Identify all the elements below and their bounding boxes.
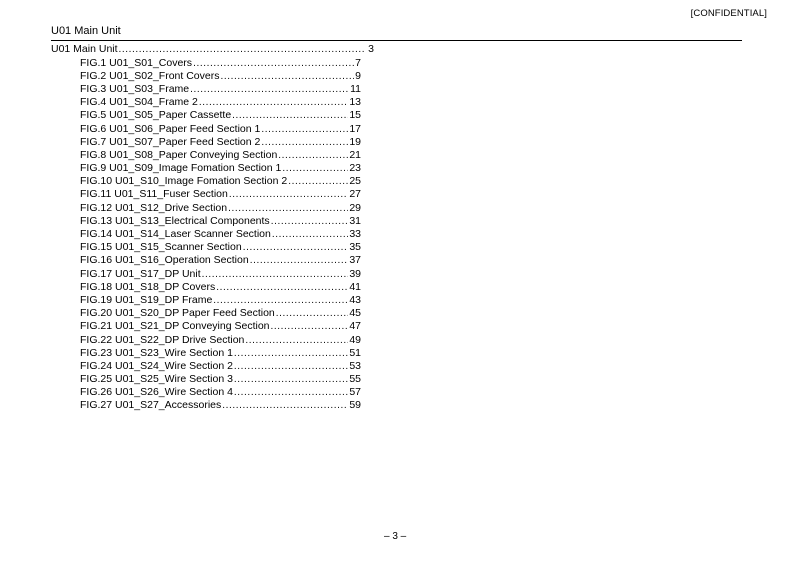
toc-dot-leader [216, 281, 348, 294]
toc-entry-page: 37 [349, 254, 361, 267]
toc-entry-fig-3[interactable] [51, 83, 374, 96]
toc-entry-page: 27 [349, 188, 361, 201]
page-header-title: U01 Main Unit [51, 25, 121, 37]
toc-entry-fig-22[interactable] [51, 334, 374, 347]
toc-entry-label: FIG.20 U01_S20_DP Paper Feed Section [80, 307, 275, 320]
toc-dot-leader [199, 96, 348, 109]
toc-dot-leader [234, 386, 348, 399]
toc-entry-label: FIG.15 U01_S15_Scanner Section [80, 241, 242, 254]
toc-entry-fig-16[interactable] [51, 254, 374, 267]
toc-entry-page: 17 [349, 122, 361, 135]
toc-entry-fig-10[interactable] [51, 175, 374, 188]
toc-entry-page: 59 [349, 399, 361, 412]
toc-dot-leader [243, 241, 349, 254]
toc-entry-label: FIG.25 U01_S25_Wire Section 3 [80, 373, 233, 386]
toc-dot-leader [228, 202, 348, 215]
toc-entry-page: 47 [349, 320, 361, 333]
toc-dot-leader [232, 109, 348, 122]
toc-entry-fig-25[interactable] [51, 373, 374, 386]
toc-entry-page: 9 [355, 69, 361, 82]
toc-dot-leader [119, 43, 365, 56]
toc-dot-leader [261, 123, 348, 136]
toc-entry-label: FIG.23 U01_S23_Wire Section 1 [80, 346, 233, 359]
toc-entry-label: FIG.7 U01_S07_Paper Feed Section 2 [80, 135, 261, 148]
toc-entry-label: FIG.21 U01_S21_DP Conveying Section [80, 320, 270, 333]
toc-entry-page: 21 [349, 148, 361, 161]
toc-entry-label: FIG.16 U01_S16_Operation Section [80, 254, 249, 267]
toc-entry-label: FIG.9 U01_S09_Image Fomation Section 1 [80, 162, 282, 175]
toc-entry-fig-24[interactable] [51, 360, 374, 373]
toc-figure-list [51, 57, 374, 413]
toc-dot-leader [193, 57, 354, 70]
toc-entry-page: 51 [349, 346, 361, 359]
toc-entry-page: 15 [349, 109, 361, 122]
toc-entry-label: FIG.12 U01_S12_Drive Section [80, 201, 228, 214]
toc-entry-page: 29 [349, 201, 361, 214]
toc-entry-fig-11[interactable] [51, 188, 374, 201]
toc-entry-page: 49 [349, 333, 361, 346]
toc-entry-fig-13[interactable] [51, 215, 374, 228]
toc-entry-label: FIG.26 U01_S26_Wire Section 4 [80, 386, 233, 399]
toc-entry-label: FIG.13 U01_S13_Electrical Components [80, 214, 270, 227]
toc-entry-page: 13 [349, 96, 361, 109]
toc-entry-label: FIG.19 U01_S19_DP Frame [80, 293, 213, 306]
toc-entry-label: FIG.6 U01_S06_Paper Feed Section 1 [80, 122, 261, 135]
confidential-label: [CONFIDENTIAL] [690, 8, 767, 19]
toc-entry-fig-6[interactable] [51, 123, 374, 136]
toc-entry-label: FIG.8 U01_S08_Paper Conveying Section [80, 148, 278, 161]
toc-entry-fig-17[interactable] [51, 268, 374, 281]
toc-entry-fig-2[interactable] [51, 70, 374, 83]
toc-entry-fig-12[interactable] [51, 202, 374, 215]
toc-entry-page: 11 [350, 82, 361, 95]
toc-dot-leader [202, 268, 349, 281]
header-divider [51, 40, 742, 41]
toc-entry-page: 31 [349, 214, 361, 227]
toc-dot-leader [220, 70, 354, 83]
toc-entry-page: 41 [349, 280, 361, 293]
toc-entry-label: FIG.5 U01_S05_Paper Cassette [80, 109, 232, 122]
toc-entry-fig-15[interactable] [51, 241, 374, 254]
toc-dot-leader [213, 294, 348, 307]
toc-entry-fig-9[interactable] [51, 162, 374, 175]
toc-entry-label: FIG.11 U01_S11_Fuser Section [80, 188, 228, 201]
toc-entry-label: FIG.27 U01_S27_Accessories [80, 399, 222, 412]
toc-entry-page: 23 [349, 162, 361, 175]
toc-entry-fig-20[interactable] [51, 307, 374, 320]
toc-dot-leader [229, 188, 348, 201]
toc-entry-fig-4[interactable] [51, 96, 374, 109]
toc-entry-label: FIG.22 U01_S22_DP Drive Section [80, 333, 245, 346]
toc-entry-page: 3 [368, 43, 374, 55]
toc-dot-leader [276, 307, 349, 320]
toc-entry-fig-27[interactable] [51, 399, 374, 412]
toc-dot-leader [272, 228, 348, 241]
toc-entry-label: FIG.4 U01_S04_Frame 2 [80, 96, 198, 109]
toc-entry-fig-19[interactable] [51, 294, 374, 307]
toc-entry-fig-18[interactable] [51, 281, 374, 294]
toc-entry-label: FIG.24 U01_S24_Wire Section 2 [80, 359, 233, 372]
toc-dot-leader [288, 175, 348, 188]
toc-dot-leader [271, 215, 349, 228]
toc-dot-leader [234, 360, 348, 373]
table-of-contents [51, 43, 374, 413]
toc-dot-leader [271, 320, 349, 333]
toc-entry-fig-14[interactable] [51, 228, 374, 241]
toc-dot-leader [261, 136, 348, 149]
toc-entry-main-unit[interactable] [51, 43, 374, 56]
toc-entry-label: FIG.3 U01_S03_Frame [80, 82, 190, 95]
toc-entry-fig-8[interactable] [51, 149, 374, 162]
toc-dot-leader [222, 399, 348, 412]
toc-entry-label: FIG.17 U01_S17_DP Unit [80, 267, 201, 280]
toc-entry-page: 53 [349, 359, 361, 372]
toc-entry-label: U01 Main Unit [51, 43, 118, 55]
toc-entry-fig-7[interactable] [51, 136, 374, 149]
toc-dot-leader [245, 334, 348, 347]
toc-entry-page: 25 [349, 175, 361, 188]
toc-entry-page: 39 [349, 267, 361, 280]
toc-dot-leader [278, 149, 348, 162]
toc-entry-label: FIG.14 U01_S14_Laser Scanner Section [80, 228, 271, 241]
toc-entry-label: FIG.18 U01_S18_DP Covers [80, 280, 216, 293]
toc-entry-page: 19 [349, 135, 361, 148]
toc-entry-page: 55 [349, 373, 361, 386]
toc-entry-page: 35 [349, 241, 361, 254]
toc-entry-page: 33 [349, 228, 361, 241]
toc-dot-leader [190, 83, 349, 96]
toc-entry-page: 45 [349, 307, 361, 320]
toc-entry-fig-23[interactable] [51, 347, 374, 360]
toc-entry-fig-1[interactable] [51, 57, 374, 70]
toc-dot-leader [234, 347, 348, 360]
toc-entry-fig-21[interactable] [51, 320, 374, 333]
toc-entry-fig-5[interactable] [51, 109, 374, 122]
page-number: – 3 – [384, 531, 407, 542]
toc-dot-leader [234, 373, 348, 386]
toc-entry-label: FIG.10 U01_S10_Image Fomation Section 2 [80, 175, 288, 188]
toc-entry-page: 57 [349, 386, 361, 399]
toc-entry-label: FIG.2 U01_S02_Front Covers [80, 69, 220, 82]
toc-entry-page: 7 [355, 56, 361, 69]
toc-entry-fig-26[interactable] [51, 386, 374, 399]
toc-entry-label: FIG.1 U01_S01_Covers [80, 56, 193, 69]
toc-dot-leader [282, 162, 348, 175]
toc-entry-page: 43 [349, 293, 361, 306]
toc-dot-leader [250, 254, 349, 267]
